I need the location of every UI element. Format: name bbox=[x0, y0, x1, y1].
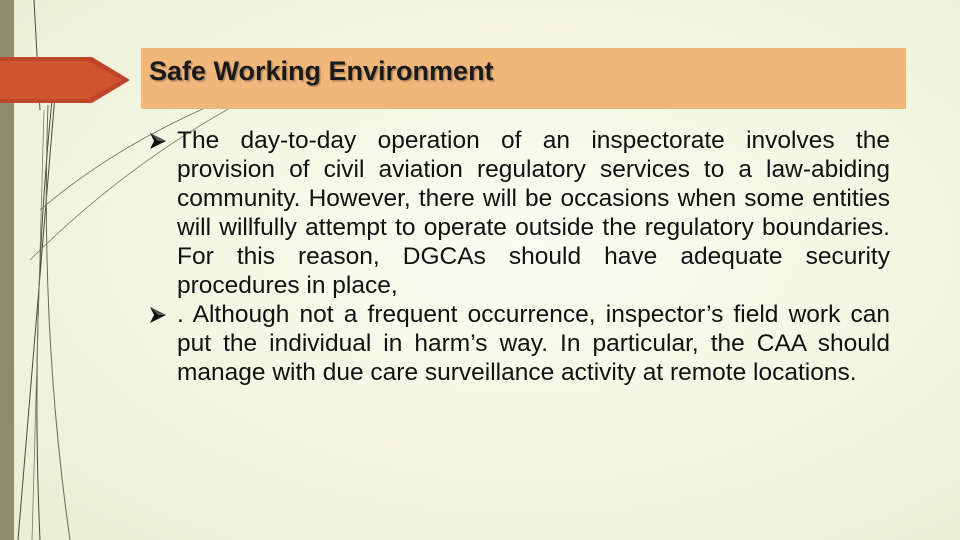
bullet-text: The day-to-day operation of an inspectorate involves the provision of civil aviation regulatory services to a law-abiding community. However, there will be occasions when some entities will willfully attempt to operate outside the regulatory boundaries. For this reason, DGCAs should have adequate security procedures in place, bbox=[177, 127, 890, 299]
bullet-text: . Although not a frequent occurrence, inspector’s field work can put the individual in harm’s way. In particular, the CAA should manage with due care surveillance activity at remote locations. bbox=[177, 301, 890, 386]
slide-title: Safe Working Environment bbox=[149, 56, 494, 86]
title-arrow-icon bbox=[0, 55, 132, 105]
title-band bbox=[141, 48, 906, 109]
bullet-list bbox=[148, 126, 890, 387]
bullet-item bbox=[148, 126, 890, 300]
bullet-item bbox=[148, 300, 890, 387]
